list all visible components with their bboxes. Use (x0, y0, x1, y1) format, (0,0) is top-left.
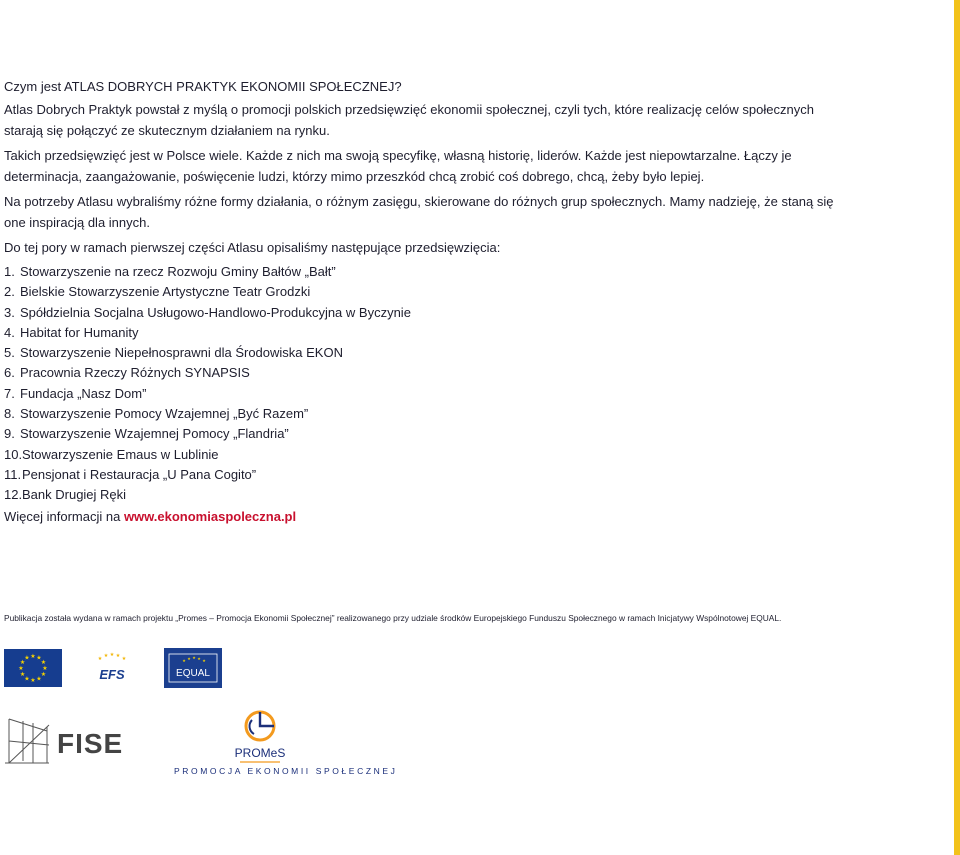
list-item (4, 343, 856, 363)
equal-wordmark: EQUAL (176, 668, 210, 679)
equal-logo (164, 648, 222, 688)
svg-text:★: ★ (197, 656, 201, 661)
svg-text:★: ★ (192, 655, 196, 660)
yellow-edge-bar (954, 0, 960, 855)
list-number: 7. (4, 385, 15, 401)
paragraph-1: Atlas Dobrych Praktyk powstał z myślą o promocji polskich przedsięwzięć ekonomii społecznej, czyli tych, które realizację celów społecznych starają się połączyć ze skutecznym działaniem na rynku. (4, 102, 814, 138)
efs-wordmark: EFS (99, 667, 125, 682)
svg-text:★: ★ (97, 656, 103, 662)
promes-logo (232, 708, 288, 768)
list-text: Stowarzyszenie na rzecz Rozwoju Gminy Bałtów „Bałt” (20, 264, 336, 279)
list-item (4, 384, 856, 404)
list-item (4, 363, 856, 383)
list-item (4, 303, 856, 323)
svg-text:★: ★ (121, 656, 127, 662)
list-text: Pracownia Rzeczy Różnych SYNAPSIS (20, 365, 250, 381)
svg-text:★: ★ (19, 671, 26, 678)
list-text: Fundacja „Nasz Dom” (20, 385, 147, 401)
list-item (4, 424, 856, 444)
svg-text:★: ★ (24, 654, 30, 662)
promes-wordmark: PROMeS (234, 746, 286, 760)
list-item (4, 323, 856, 343)
svg-text:★: ★ (24, 675, 30, 683)
svg-text:★: ★ (40, 671, 47, 678)
svg-text:★: ★ (30, 677, 36, 684)
list-text: Habitat for Humanity (20, 324, 139, 340)
list-item (4, 404, 856, 424)
svg-text:★: ★ (202, 658, 206, 663)
publication-footnote: Publikacja została wydana w ramach projektu „Promes – Promocja Ekonomii Społecznej” realizowanego przy udziale środków Europejskiego Funduszu Społecznego w ramach Inicjatywy Wspólnotowej EQUAL. (4, 613, 782, 623)
svg-text:★: ★ (36, 654, 42, 662)
fise-wordmark: FISE (57, 728, 124, 759)
list-item (4, 262, 856, 282)
svg-text:★: ★ (182, 658, 186, 663)
list-item (4, 445, 856, 465)
paragraph-4: Do tej pory w ramach pierwszej części Atlasu opisaliśmy następujące przedsięwzięcia: (4, 240, 501, 255)
list-text: Spółdzielnia Socjalna Usługowo-Handlowo-Produkcyjna w Byczynie (20, 304, 411, 320)
eu-flag-logo (4, 649, 62, 687)
svg-text:★: ★ (109, 652, 115, 658)
list-item (4, 465, 856, 485)
svg-text:★: ★ (187, 656, 191, 661)
svg-text:★: ★ (103, 653, 109, 659)
efs-logo (92, 652, 132, 686)
promes-tagline: PROMOCJA EKONOMII SPOŁECZNEJ (174, 766, 398, 776)
list-text: Pensjonat i Restauracja „U Pana Cogito” (22, 466, 257, 482)
svg-text:★: ★ (40, 659, 47, 666)
svg-text:★: ★ (115, 653, 121, 659)
list-text: Stowarzyszenie Niepełnosprawni dla Środowiska EKON (20, 345, 343, 361)
list-number: 11. (4, 466, 22, 482)
list-number: 10. (4, 446, 23, 462)
list-number: 12. (4, 487, 23, 503)
list-number: 5. (4, 345, 15, 361)
svg-text:★: ★ (30, 653, 36, 660)
more-info-label: Więcej informacji na (4, 508, 124, 524)
svg-text:★: ★ (19, 659, 26, 666)
more-info-line (4, 506, 856, 527)
list-number: 6. (4, 365, 15, 381)
list-text: Stowarzyszenie Emaus w Lublinie (22, 446, 219, 462)
list-number: 2. (4, 284, 15, 300)
paragraph-2: Takich przedsięwzięć jest w Polsce wiele. Każde z nich ma swoją specyfikę, własną historię, liderów. Każde jest niepowtarzalne. Łączy je determinacja, zaangażowanie, poświęcenie ludzi, którzy mimo przeszkód chcą zrobić coś dobrego, chcą, żeby było lepiej. (4, 148, 792, 184)
svg-text:★: ★ (18, 665, 24, 672)
enterprise-list (4, 262, 856, 506)
svg-text:★: ★ (42, 665, 48, 672)
list-text: Bank Drugiej Ręki (22, 487, 127, 503)
fise-logo (3, 717, 149, 765)
list-text: Stowarzyszenie Pomocy Wzajemnej „Być Razem” (20, 406, 309, 422)
list-number: 4. (4, 324, 15, 340)
list-number: 1. (4, 264, 15, 279)
list-item (4, 485, 856, 505)
svg-text:★: ★ (36, 675, 42, 683)
list-text: Stowarzyszenie Wzajemnej Pomocy „Flandria” (20, 426, 289, 442)
list-number: 9. (4, 426, 15, 442)
document-body (4, 76, 856, 531)
list-item (4, 282, 856, 302)
list-text: Bielskie Stowarzyszenie Artystyczne Teatr Grodzki (20, 284, 311, 300)
list-number: 8. (4, 406, 15, 422)
paragraph-3: Na potrzeby Atlasu wybraliśmy różne formy działania, o różnym zasięgu, skierowane do różnych grup społecznych. Mamy nadzieję, że staną się one inspiracją dla innych. (4, 194, 834, 230)
page-heading: Czym jest ATLAS DOBRYCH PRAKTYK EKONOMII SPOŁECZNEJ? (4, 79, 402, 94)
list-number: 3. (4, 304, 15, 320)
website-link[interactable]: www.ekonomiaspoleczna.pl (123, 508, 297, 524)
